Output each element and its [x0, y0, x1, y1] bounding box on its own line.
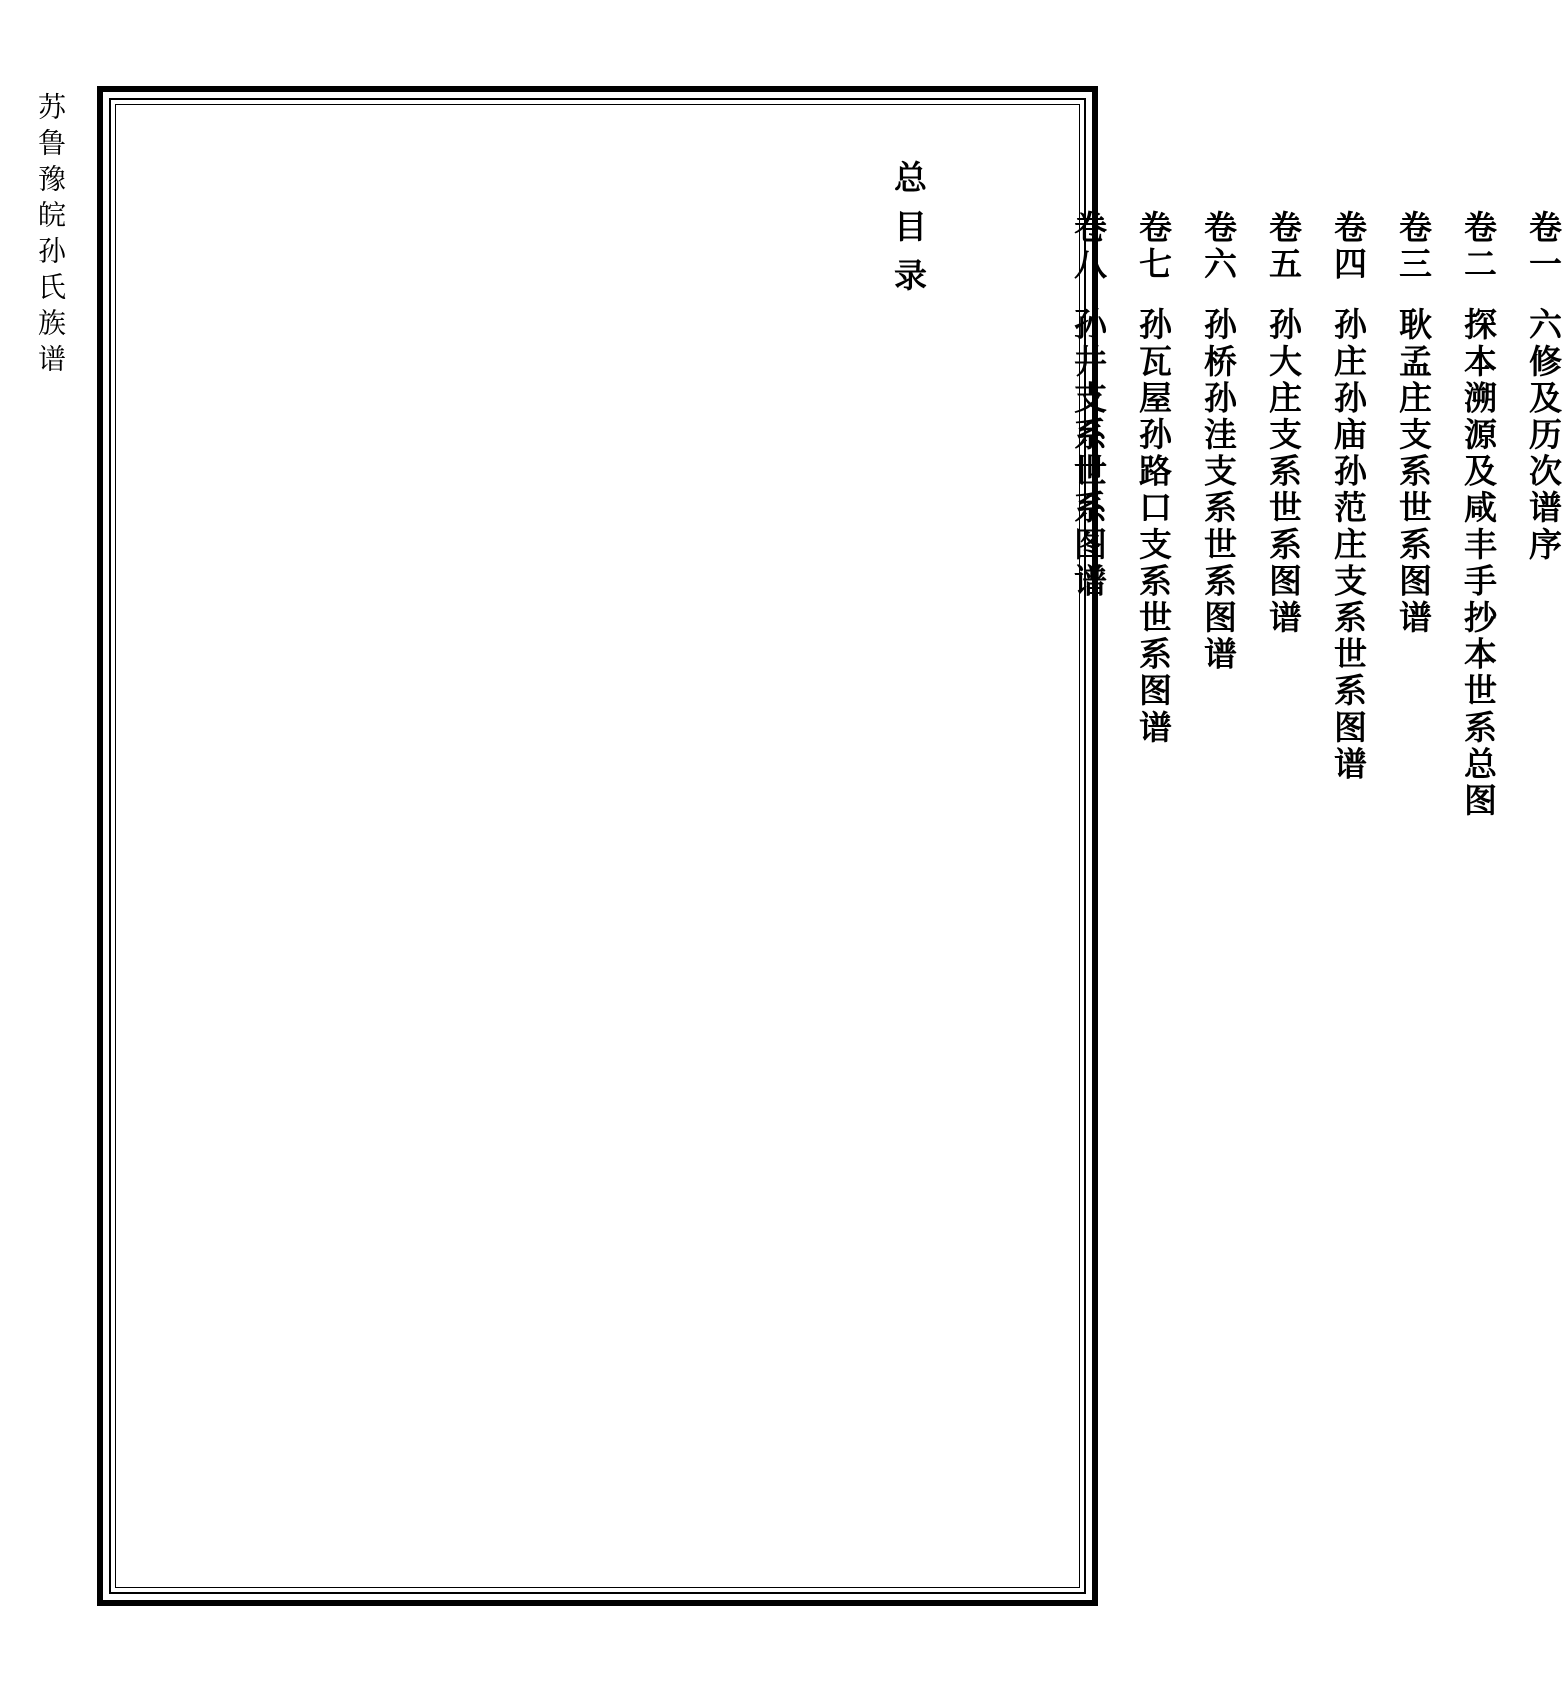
- toc-entry-title: 孙井支系世系图谱: [1069, 307, 1108, 601]
- toc-entry-title: 孙大庄支系世系图谱: [1264, 307, 1303, 637]
- toc-entry-volume: 卷二: [1459, 210, 1498, 284]
- toc-entry[interactable]: [1521, 210, 1565, 563]
- page-frame-inner-line: [115, 104, 1080, 1588]
- book-title: 苏鲁豫皖孙氏族谱: [34, 92, 67, 380]
- toc-entry-title: 探本溯源及咸丰手抄本世系总图: [1459, 307, 1498, 820]
- toc-entry-volume: 卷五: [1264, 210, 1303, 284]
- toc-entry-title: 耿孟庄支系世系图谱: [1394, 307, 1433, 637]
- toc-entry[interactable]: [1196, 210, 1240, 673]
- toc-entry[interactable]: [1066, 210, 1110, 600]
- toc-entry-title: 孙庄孙庙孙范庄支系世系图谱: [1329, 307, 1368, 784]
- toc-heading: 总目录: [889, 160, 928, 307]
- toc-entry-volume: 卷六: [1199, 210, 1238, 284]
- toc-entry[interactable]: [1391, 210, 1435, 637]
- toc-entry-title: 孙瓦屋孙路口支系世系图谱: [1134, 307, 1173, 747]
- toc-entry[interactable]: [1456, 210, 1500, 820]
- toc-entry[interactable]: [1131, 210, 1175, 746]
- toc-entry-volume: 卷三: [1394, 210, 1433, 284]
- toc-entry[interactable]: [1261, 210, 1305, 637]
- toc-entry-volume: 卷八: [1069, 210, 1108, 284]
- toc-entry-volume: 卷四: [1329, 210, 1368, 284]
- toc-entry[interactable]: [1326, 210, 1370, 783]
- toc-entry-volume: 卷一: [1524, 210, 1563, 284]
- toc-entry-title: 孙桥孙洼支系世系图谱: [1199, 307, 1238, 674]
- toc-entry-volume: 卷七: [1134, 210, 1173, 284]
- toc-entry-title: 六修及历次谱序: [1524, 307, 1563, 564]
